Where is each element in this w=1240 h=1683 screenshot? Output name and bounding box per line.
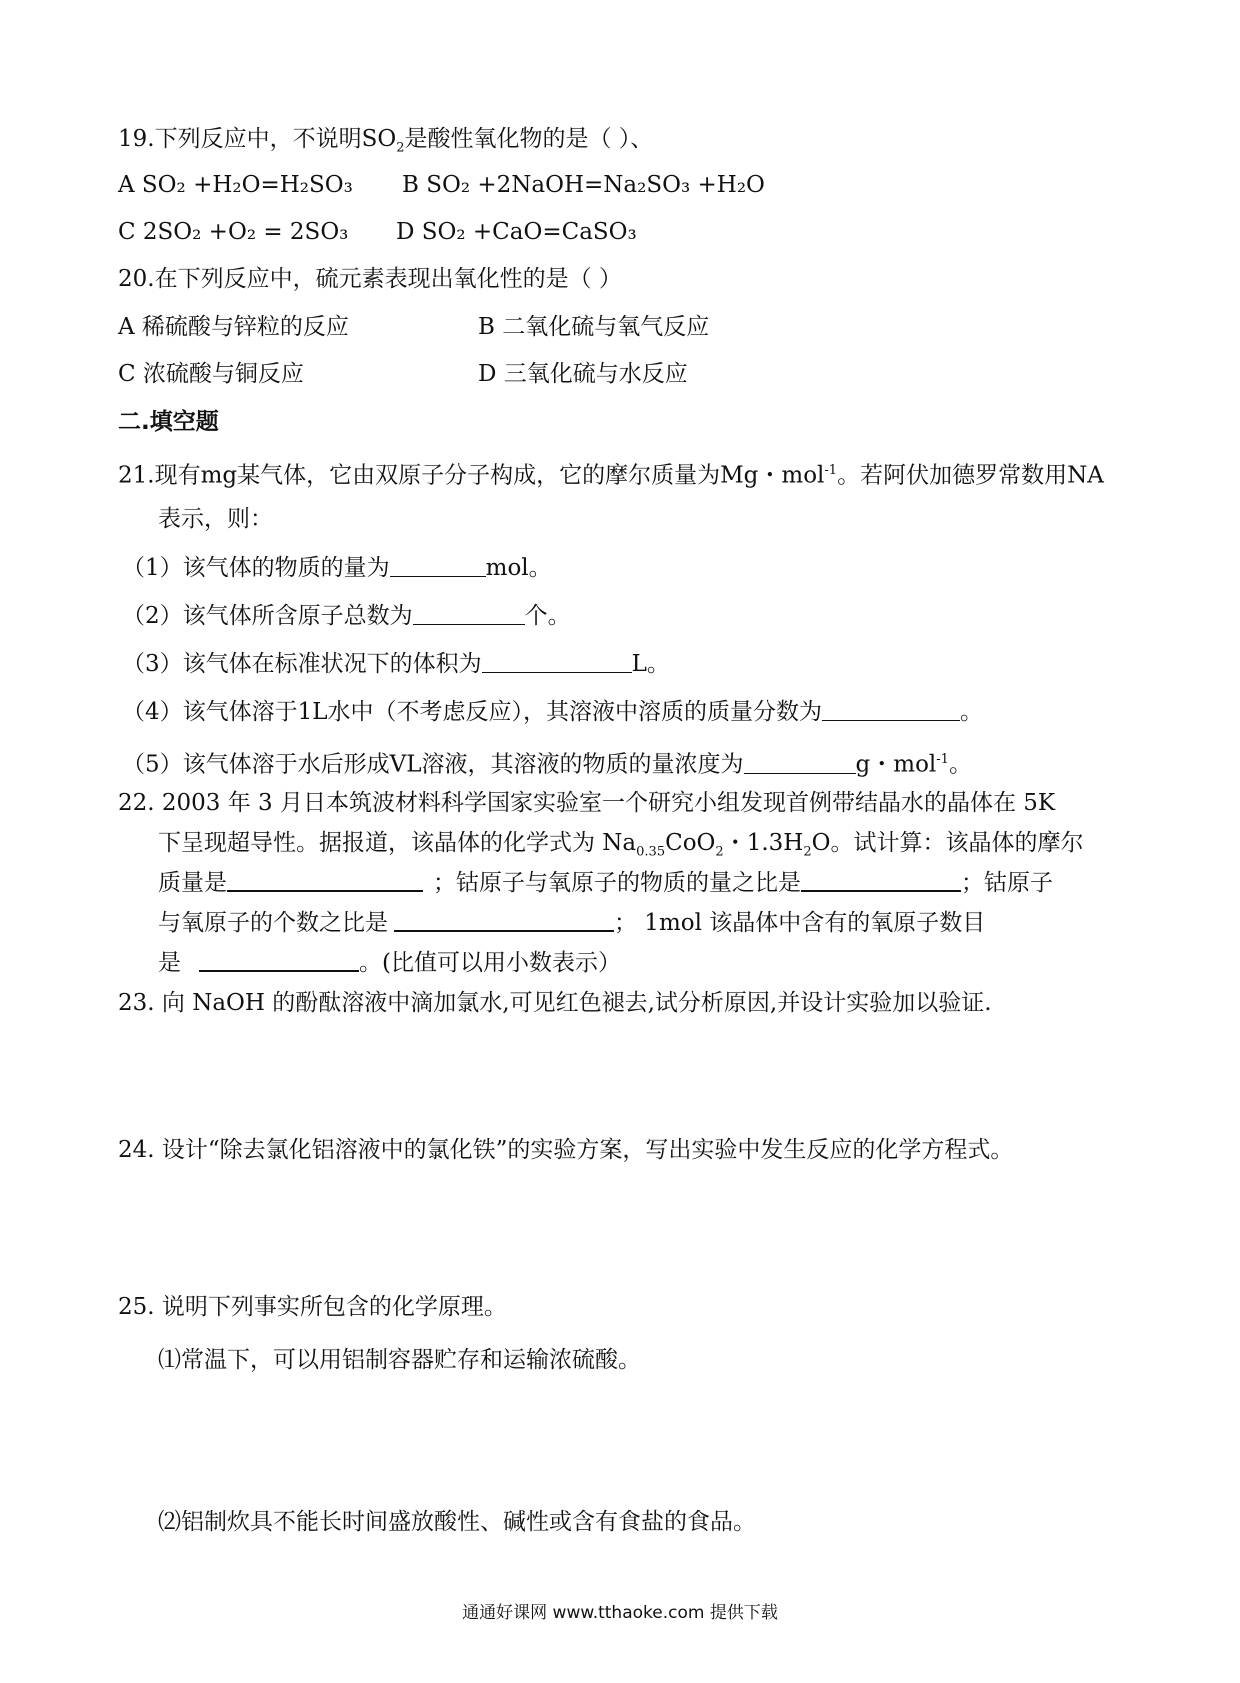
q22-line-2: 下呈现超导性。据报道，该晶体的化学式为 $Na_{0.35}CoO_2$・$1.3H_2O$。试计算：该晶体的摩尔 xyxy=(158,830,1084,860)
q21-subquestion-3: （3）该气体在标准状况下的体积为 L。 xyxy=(122,651,670,677)
q20-option-b: B 二氧化硫与氧气反应 xyxy=(478,314,710,340)
q22-line-5: 是 。(比值可以用小数表示） xyxy=(158,950,621,976)
q25-subquestion-2: ⑵铝制炊具不能长时间盛放酸性、碱性或含有食盐的食品。 xyxy=(158,1509,756,1535)
q20-option-a: A 稀硫酸与锌粒的反应 xyxy=(118,314,349,340)
q19-option-d: D SO₂ +CaO=CaSO₃ xyxy=(396,219,637,245)
q21-subquestion-5: （5）该气体溶于水后形成VL溶液，其溶液的物质的量浓度为 g・mol$^{-1}$。 xyxy=(122,751,972,778)
q21-subquestion-4: （4）该气体溶于1L水中（不考虑反应），其溶液中溶质的质量分数为 。 xyxy=(122,699,984,725)
q20-option-c: C 浓硫酸与铜反应 xyxy=(118,361,304,387)
q19-stem: 19.下列反应中，不说明$SO_2$是酸性氧化物的是（ ）、 xyxy=(118,126,654,156)
q23-stem: 23. 向 NaOH 的酚酞溶液中滴加氯水,可见红色褪去,试分析原因,并设计实验加以验证. xyxy=(118,990,992,1016)
q19-option-b: B SO₂ +2NaOH=Na₂SO₃ +H₂O xyxy=(402,172,765,198)
q24-stem: 24. 设计“除去氯化铝溶液中的氯化铁”的实验方案，写出实验中发生反应的化学方程式。 xyxy=(118,1137,1014,1163)
q22-line-4: 与氧原子的个数之比是 ； 1mol 该晶体中含有的氧原子数目 xyxy=(158,910,986,936)
q21-stem: 21.现有mg某气体，它由双原子分子构成，它的摩尔质量为Mg・mol$^{-1}$。若阿伏加德罗常数用NA xyxy=(118,462,1104,489)
q25-stem: 25. 说明下列事实所包含的化学原理。 xyxy=(118,1294,507,1320)
q21-subquestion-2: （2）该气体所含原子总数为 个。 xyxy=(122,603,571,629)
q19-option-a: A SO₂ +H₂O=H₂SO₃ xyxy=(118,172,353,198)
q22-line-3: 质量是 ；钴原子与氧原子的物质的量之比是 ；钴原子 xyxy=(158,870,1053,896)
q21-subquestion-1: （1）该气体的物质的量为 mol。 xyxy=(122,555,552,581)
q22-line-1: 22. 2003 年 3 月日本筑波材料科学国家实验室一个研究小组发现首例带结晶水的晶体在 5K xyxy=(118,790,1056,816)
q20-option-d: D 三氧化硫与水反应 xyxy=(478,361,688,387)
q20-stem: 20.在下列反应中，硫元素表现出氧化性的是（ ） xyxy=(118,266,622,292)
page-footer: 通通好课网 www.tthaoke.com 提供下载 xyxy=(462,1603,778,1623)
q25-subquestion-1: ⑴常温下，可以用铝制容器贮存和运输浓硫酸。 xyxy=(158,1347,641,1373)
q19-option-c: C 2SO₂ +O₂ = 2SO₃ xyxy=(118,219,349,245)
section-heading: 二.填空题 xyxy=(118,409,219,435)
q21-stem-continued: 表示，则： xyxy=(158,506,273,532)
